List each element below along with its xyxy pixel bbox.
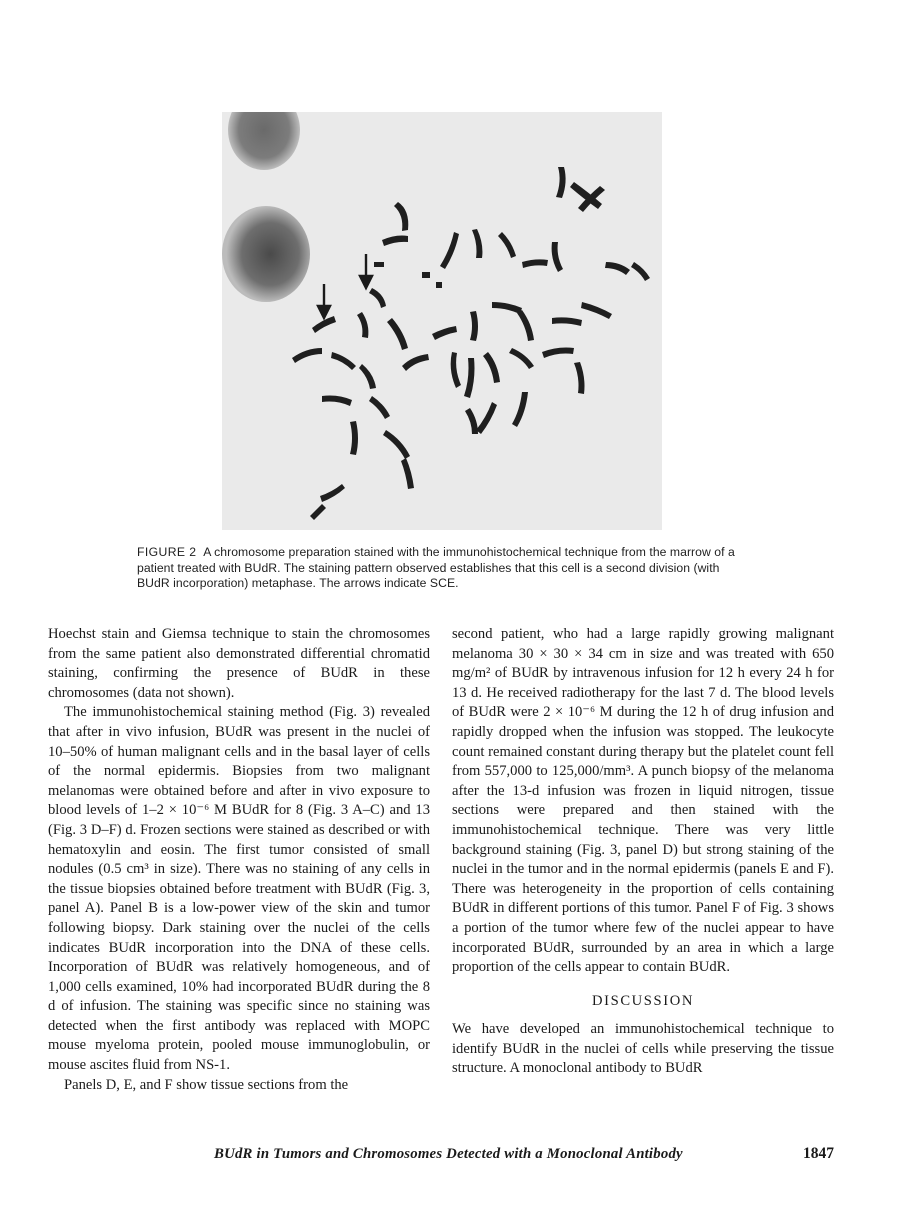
section-heading: DISCUSSION bbox=[592, 992, 694, 1009]
figure-2-micrograph bbox=[222, 112, 662, 530]
nucleus-left bbox=[222, 206, 310, 302]
figure-caption bbox=[137, 545, 737, 592]
page-number: 1847 bbox=[803, 1145, 834, 1162]
chromosome-spread-image bbox=[222, 112, 662, 530]
right-column bbox=[452, 625, 834, 1079]
paragraph: Hoechst stain and Giemsa technique to stain the chromosomes from the same patient also demonstrated differential chromatid staining, confirming the presence of BUdR in these chromosomes (data not shown). bbox=[48, 626, 430, 701]
left-column bbox=[48, 625, 430, 1095]
paragraph: We have developed an immunohistochemical technique to identify BUdR in the nuclei of cells while preserving the tissue structure. A monoclonal antibody to BUdR bbox=[452, 1021, 834, 1077]
paragraph: The immunohistochemical staining method (Fig. 3) revealed that after in vivo infusion, BUdR was present in the nuclei of 10–50% of human malignant cells and in the basal layer of cells of the normal epidermis. Biopsies from two malignant melanomas were obtained before and after in vivo exposure to blood levels of 1–2 × 10⁻⁶ M BUdR for 8 (Fig. 3 A–C) and 13 (Fig. 3 D–F) d. Frozen sections were stained as described or with hematoxylin and eosin. The first tumor consisted of small nodules (0.5 cm³ in size). There was no staining of any cells in the tissue biopsies obtained before treatment with BUdR (Fig. 3, panel A). Panel B is a low-power view of the skin and tumor following biopsy. Dark staining over the nuclei of the cells indicates BUdR incorporation into the DNA of these cells. Incorporation of BUdR was relatively homogeneous, and of 1,000 cells examined, 10% had incorporated BUdR during the 8 d of infusion. The staining was specific since no staining was detected when the first antibody was replaced with MOPC mouse myeloma protein, pooled mouse immunoglobulin, or mouse ascites fluid from NS-1. bbox=[48, 704, 430, 1074]
paragraph: second patient, who had a large rapidly growing malignant melanoma 30 × 30 × 34 cm in size and was treated with 650 mg/m² of BUdR by intravenous infusion for 12 h every 24 h for 13 d. He received radiotherapy for the last 7 d. The blood levels of BUdR were 2 × 10⁻⁶ M during the 12 h of drug infusion and rapidly dropped when the infusion was stopped. The leukocyte count remained constant during therapy but the platelet count fell from 557,000 to 125,000/mm³. A punch biopsy of the melanoma after the 13-d infusion was frozen in liquid nitrogen, tissue sections were prepared and then stained with the immunohistochemical technique. There was very little background staining (Fig. 3, panel D) but strong staining of the nuclei in the tumor and in the normal epidermis (panels E and F). There was heterogeneity in the proportion of cells containing BUdR in different portions of this tumor. Panel F of Fig. 3 shows a portion of the tumor where few of the nuclei appear to have incorporated BUdR, surrounded by an area in which a large proportion of the cells appear to contain BUdR. bbox=[452, 626, 834, 976]
figure-caption-text: A chromosome preparation stained with the immunohistochemical technique from the marrow of a patient treated with BUdR. The staining pattern observed establishes that this cell is a second division (with BUdR incorporation) metaphase. The arrows indicate SCE. bbox=[137, 545, 735, 591]
running-title: BUdR in Tumors and Chromosomes Detected with a Monoclonal Antibody bbox=[214, 1146, 683, 1162]
figure-label: FIGURE 2 bbox=[137, 545, 197, 559]
page-footer bbox=[214, 1145, 834, 1163]
paragraph: Panels D, E, and F show tissue sections from the bbox=[64, 1076, 349, 1093]
